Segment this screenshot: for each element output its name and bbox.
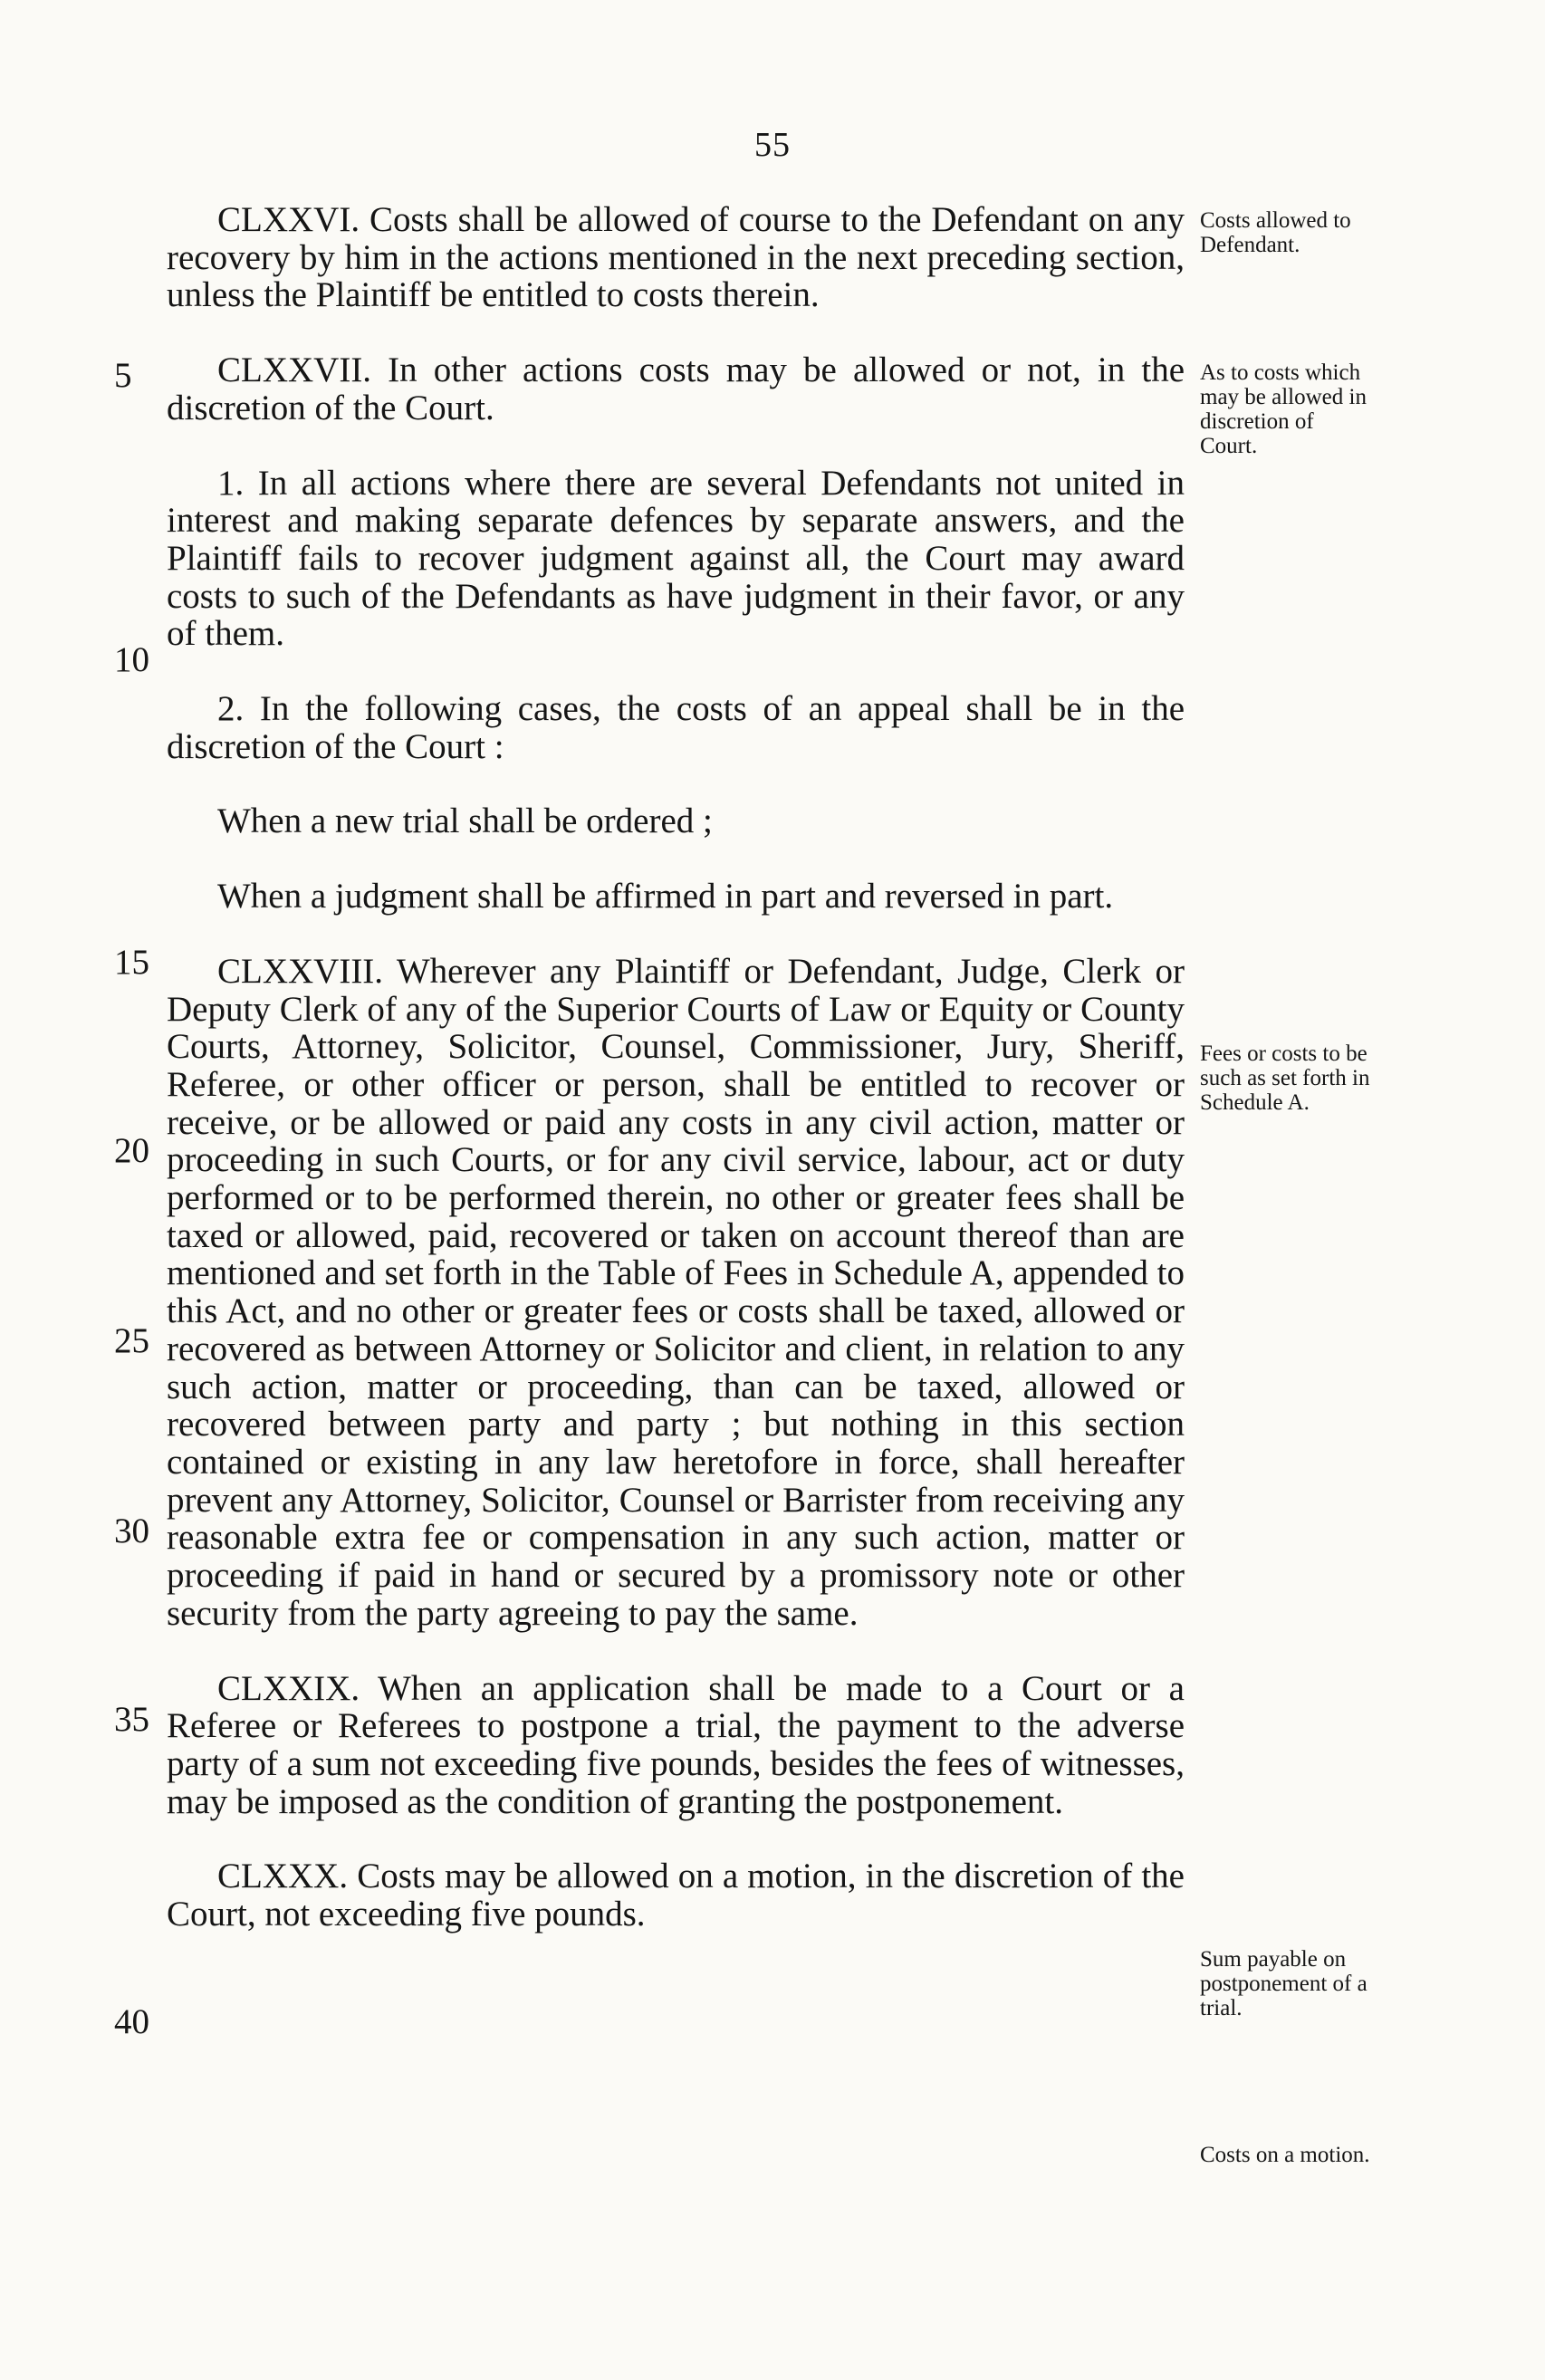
- line-number-10: 10: [114, 640, 149, 679]
- line-number-35: 35: [114, 1700, 149, 1739]
- line-number-30: 30: [114, 1511, 149, 1550]
- section-clxxvii: CLXXVII. In other actions costs may be allowed or not, in the discretion of the Court.: [167, 350, 1185, 427]
- subsection-2: 2. In the following cases, the costs of an appeal shall be in the discretion of the Court :: [167, 689, 1185, 766]
- body-text: [167, 201, 1185, 1934]
- case-new-trial: When a new trial shall be ordered ;: [217, 801, 713, 841]
- subsection-1: 1. In all actions where there are several Defendants not united in interest and making separate defences by separate answers, and the Plaintiff fails to recover judgment against all, the Court may award costs to such of the Defendants as have judgment in their favor, or any of them.: [167, 463, 1185, 654]
- line-number-5: 5: [114, 356, 132, 395]
- line-number-15: 15: [114, 943, 149, 982]
- line-number-20: 20: [114, 1131, 149, 1170]
- case-judgment-affirmed: When a judgment shall be affirmed in part and reversed in part.: [217, 877, 1114, 916]
- section-clxxvi: CLXXVI. Costs shall be allowed of course to the Defendant on any recovery by him in the actions mentioned in the next preceding section, unless the Plaintiff be entitled to costs therein.: [167, 200, 1185, 315]
- line-number-25: 25: [114, 1321, 149, 1360]
- margin-note-costs-defendant: Costs allowed to Defendant.: [1200, 208, 1351, 257]
- section-clxxx: CLXXX. Costs may be allowed on a motion, in the discretion of the Court, not exceeding five pounds.: [167, 1857, 1185, 1934]
- page-number: 55: [754, 126, 791, 164]
- margin-note-motion: Costs on a motion.: [1200, 2143, 1370, 2167]
- section-clxxviii: CLXXVIII. Wherever any Plaintiff or Defendant, Judge, Clerk or Deputy Clerk of any of the Superior Courts of Law or Equity or County Courts, Attorney, Solicitor, Counsel, Commissioner, Jury, Sheriff, Referee, or other officer or person, shall be entitled to recover or receive, or be allowed or paid any costs in any civil action, matter or proceeding in such Courts, or for any civil service, labour, act or duty performed or to be performed therein, no other or greater fees shall be taxed or allowed, paid, recovered or taken on account thereof than are mentioned and set forth in the Table of Fees in Schedule A, appended to this Act, and no other or greater fees or costs shall be taxed, allowed or recovered as between Attorney or Solicitor and client, in relation to any such action, matter or proceeding, than can be taxed, allowed or recovered between party and party ; but nothing in this section contained or existing in any law heretofore in force, shall hereafter prevent any Attorney, Solicitor, Counsel or Barrister from receiving any reasonable extra fee or compensation in any such action, matter or proceeding if paid in hand or secured by a promissory note or other security from the party agreeing to pay the same.: [167, 951, 1185, 1633]
- line-number-40: 40: [114, 2002, 149, 2041]
- margin-note-postponement: Sum payable on postponement of a trial.: [1200, 1947, 1367, 2020]
- margin-note-discretion: As to costs which may be allowed in discretion of Court.: [1200, 360, 1367, 458]
- margin-note-schedule-a: Fees or costs to be such as set forth in Schedule A.: [1200, 1041, 1370, 1115]
- section-clxxix: CLXXIX. When an application shall be made to a Court or a Referee or Referees to postpone a trial, the payment to the adverse party of a sum not exceeding five pounds, besides the fees of witnesses, may be imposed as the condition of granting the postponement.: [167, 1668, 1185, 1821]
